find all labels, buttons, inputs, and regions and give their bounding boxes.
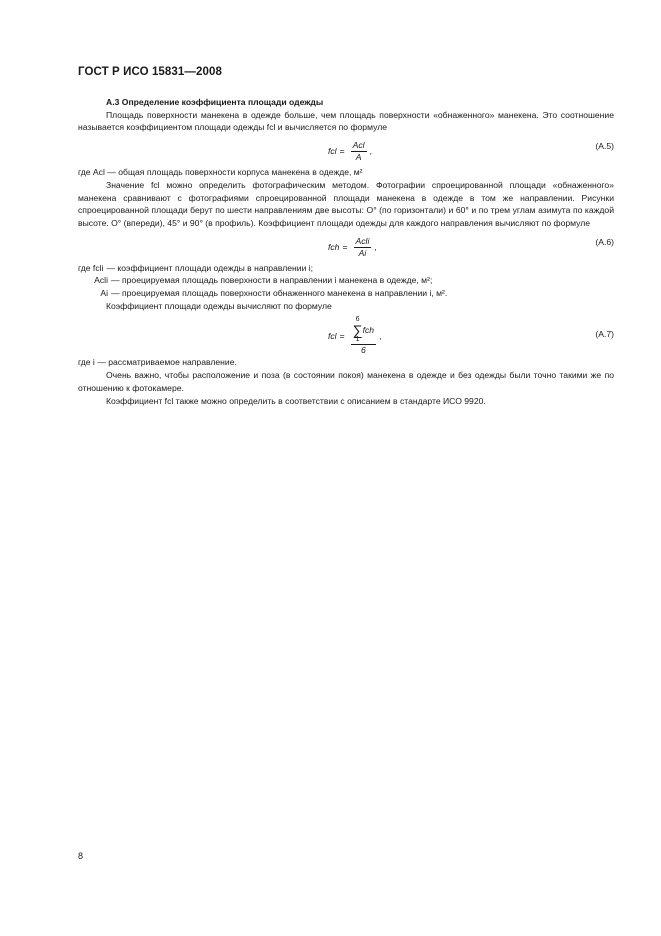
paragraph-3: Коэффициент площади одежды вычисляют по формуле — [106, 300, 332, 311]
definition-3-term: Ai — [100, 288, 108, 299]
paragraph-4: Очень важно, чтобы расположение и поза (в состоянии покоя) манекена в одежде и без одежды были точно такими же по отношению к фотокамере. — [78, 370, 614, 393]
paragraph-2: Значение fcl можно определить фотографическим методом. Фотографии спроецированной площади «обнаженного» манекена сравнивают с фотографиями спроецированной площади манекена в одежде в том же направлении. Рисунки спроецированной площади берут по шести направлениям две высоты: O° (по горизонтали) и 60° и по трем углам азимута по каждой высоте. O° (впереди), 45° и 90° (в профиль). Коэффициент площади одежды для каждого направления вычисляют по формуле — [78, 179, 614, 228]
formula-a6-numerator: Acli — [355, 235, 370, 246]
formula-a7-denominator: 6 — [360, 345, 366, 356]
definition-1 — [78, 262, 614, 275]
definition-1-term: где fcli — [78, 262, 104, 273]
formula-a5-lhs: fcl — [328, 146, 337, 157]
sum-lower-limit: 1 — [355, 336, 360, 344]
formula-a5: fcl = $\frac{\text{Acl}}{A}$ , (A.5) — [328, 140, 614, 163]
definition-2-term: Acli — [94, 275, 108, 286]
sigma-icon: ∑ — [352, 322, 363, 339]
page-number: 8 — [78, 851, 84, 861]
definition-1-text: — коэффициент площади одежды в направлении i; — [106, 262, 314, 273]
section-title: А.3 Определение коэффициента площади одежды — [106, 97, 324, 107]
sum-term: fch — [362, 324, 375, 335]
formula-a7-number: (A.7) — [595, 329, 614, 340]
sum-upper-limit: 6 — [355, 316, 360, 324]
formula-a7-lhs: fcl — [328, 331, 337, 342]
formula-a7: fcl = 6 ∑ 1 fch 6 , (A.7) — [328, 316, 614, 356]
definition-3 — [78, 287, 614, 300]
where-1: где Acl — общая площадь поверхности корпуса манекена в одежде, м² — [78, 167, 363, 178]
formula-a6: fch = $\frac{\text{Acli}}{Ai}$ , (A.6) — [328, 235, 614, 258]
definition-3-text: — проецируемая площадь поверхности обнаженного манекена в направлении i, м². — [111, 288, 448, 299]
where-3: где i — рассматриваемое направление. — [78, 357, 237, 368]
paragraph-1: Площадь поверхности манекена в одежде больше, чем площадь поверхности «обнаженного» манекена. Это соотношение называется коэффициентом площади одежды fcl и вычисляется по формуле — [78, 109, 614, 133]
document-header: ГОСТ Р ИСО 15831—2008 — [78, 66, 223, 78]
formula-a6-number: (A.6) — [595, 236, 614, 247]
formula-a6-denominator: Ai — [358, 247, 367, 258]
formula-a5-numerator: Acl — [352, 140, 365, 151]
formula-a5-number: (A.5) — [595, 141, 614, 152]
formula-a6-lhs: fch — [328, 241, 340, 252]
paragraph-5: Коэффициент fcl также можно определить в соответствии с описанием в стандарте ИСО 9920. — [106, 395, 486, 406]
definition-2 — [78, 274, 614, 287]
formula-a5-denominator: A — [355, 152, 362, 163]
document-body — [78, 96, 614, 407]
definition-2-text: — проецируемая площадь поверхности в направлении i манекена в одежде, м²; — [111, 275, 433, 286]
